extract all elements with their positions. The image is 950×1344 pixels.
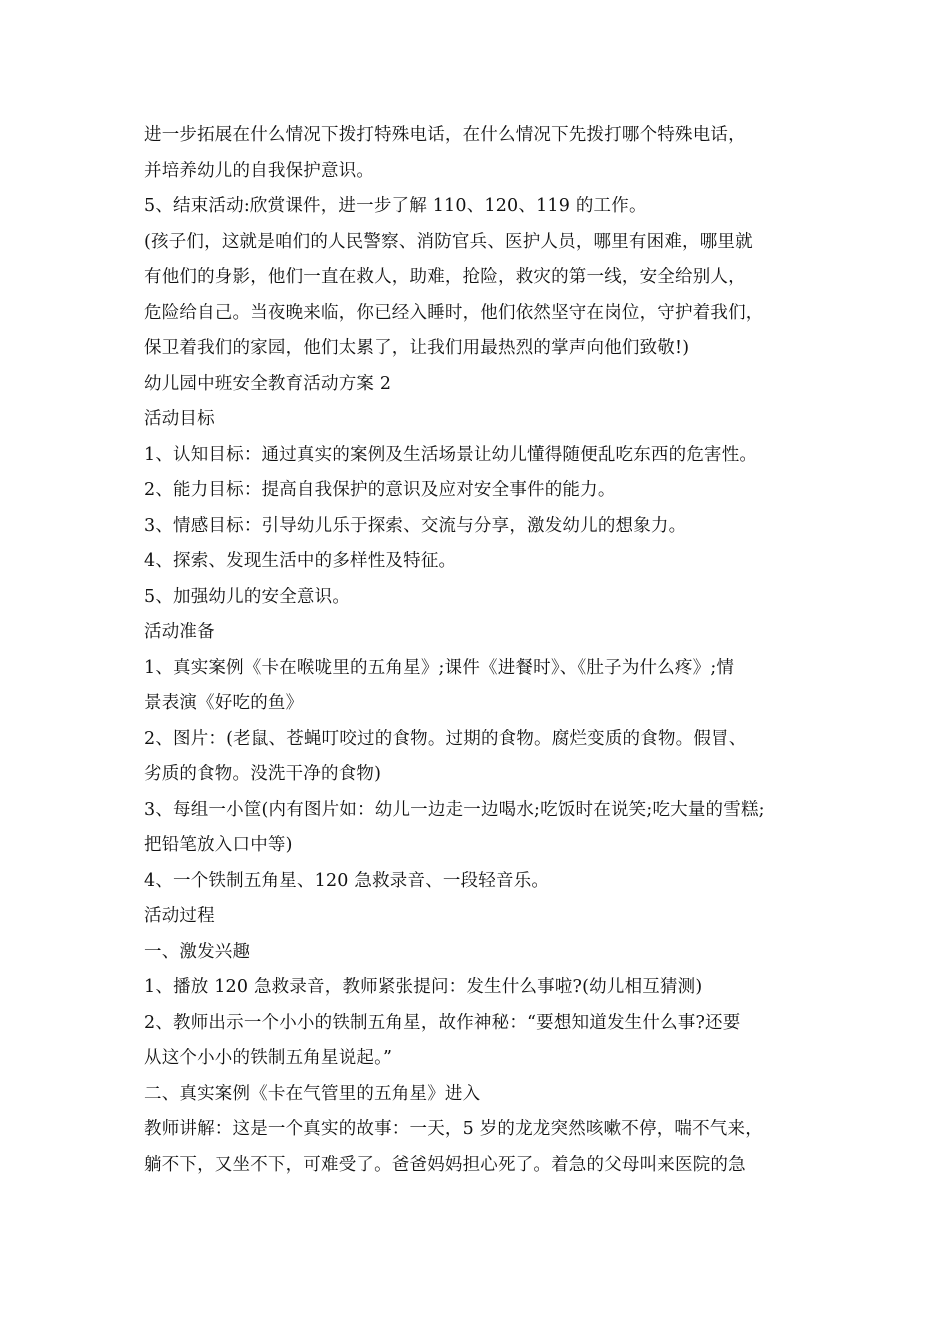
text-line: 躺不下，又坐不下，可难受了。爸爸妈妈担心死了。着急的父母叫来医院的急 (144, 1154, 746, 1175)
text-line: 从这个小小的铁制五角星说起。” (144, 1048, 393, 1068)
subsection-heading: 活动准备 (144, 622, 215, 642)
list-item: 1、真实案例《卡在喉咙里的五角星》;课件《进餐时》、《肚子为什么疼》;情 (144, 657, 735, 678)
document-body (144, 118, 834, 1183)
list-item: 1、播放 120 急救录音，教师紧张提问：发生什么事啦?(幼儿相互猜测) (144, 977, 703, 997)
text-line: 把铅笔放入口中等) (144, 835, 293, 855)
text-line: 劣质的食物。没洗干净的食物) (144, 764, 382, 784)
list-item: 1、认知目标：通过真实的案例及生活场景让幼儿懂得随便乱吃东西的危害性。 (144, 444, 758, 465)
list-item: 2、能力目标：提高自我保护的意识及应对安全事件的能力。 (144, 480, 616, 500)
text-line: 景表演《好吃的鱼》 (144, 693, 304, 713)
list-item: 4、探索、发现生活中的多样性及特征。 (144, 551, 457, 571)
list-item: 4、一个铁制五角星、120 急救录音、一段轻音乐。 (144, 870, 550, 891)
text-line: 危险给自己。当夜晚来临，你已经入睡时，他们依然坚守在岗位，守护着我们， (144, 302, 764, 323)
list-item: 3、每组一小筐(内有图片如：幼儿一边走一边喝水;吃饭时在说笑;吃大量的雪糕; (144, 799, 765, 820)
list-item: 2、教师出示一个小小的铁制五角星，故作神秘：“要想知道发生什么事?还要 (144, 1012, 741, 1033)
step-heading: 二、真实案例《卡在气管里的五角星》进入 (144, 1083, 481, 1104)
text-line: 进一步拓展在什么情况下拨打特殊电话，在什么情况下先拨打哪个特殊电话， (144, 125, 746, 145)
list-item: 5、加强幼儿的安全意识。 (144, 586, 351, 607)
section-heading: 幼儿园中班安全教育活动方案 2 (144, 373, 392, 394)
text-line: 教师讲解：这是一个真实的故事：一天，5 岁的龙龙突然咳嗽不停，喘不气来， (144, 1119, 763, 1139)
step-heading: 一、激发兴趣 (144, 941, 251, 962)
text-line: (孩子们，这就是咱们的人民警察、消防官兵、医护人员，哪里有困难，哪里就 (144, 231, 753, 252)
list-item: 3、情感目标：引导幼儿乐于探索、交流与分享，激发幼儿的想象力。 (144, 515, 687, 536)
text-line: 5、结束活动:欣赏课件，进一步了解 110、120、119 的工作。 (144, 196, 647, 216)
list-item: 2、图片：(老鼠、苍蝇叮咬过的食物。过期的食物。腐烂变质的食物。假冒、 (144, 728, 747, 749)
subsection-heading: 活动过程 (144, 906, 215, 926)
text-line: 有他们的身影，他们一直在救人，助难，抢险，救灾的第一线，安全给别人， (144, 267, 746, 287)
text-line: 并培养幼儿的自我保护意识。 (144, 160, 375, 181)
text-line: 保卫着我们的家园，他们太累了，让我们用最热烈的掌声向他们致敬!) (144, 338, 690, 358)
subsection-heading: 活动目标 (144, 409, 215, 429)
